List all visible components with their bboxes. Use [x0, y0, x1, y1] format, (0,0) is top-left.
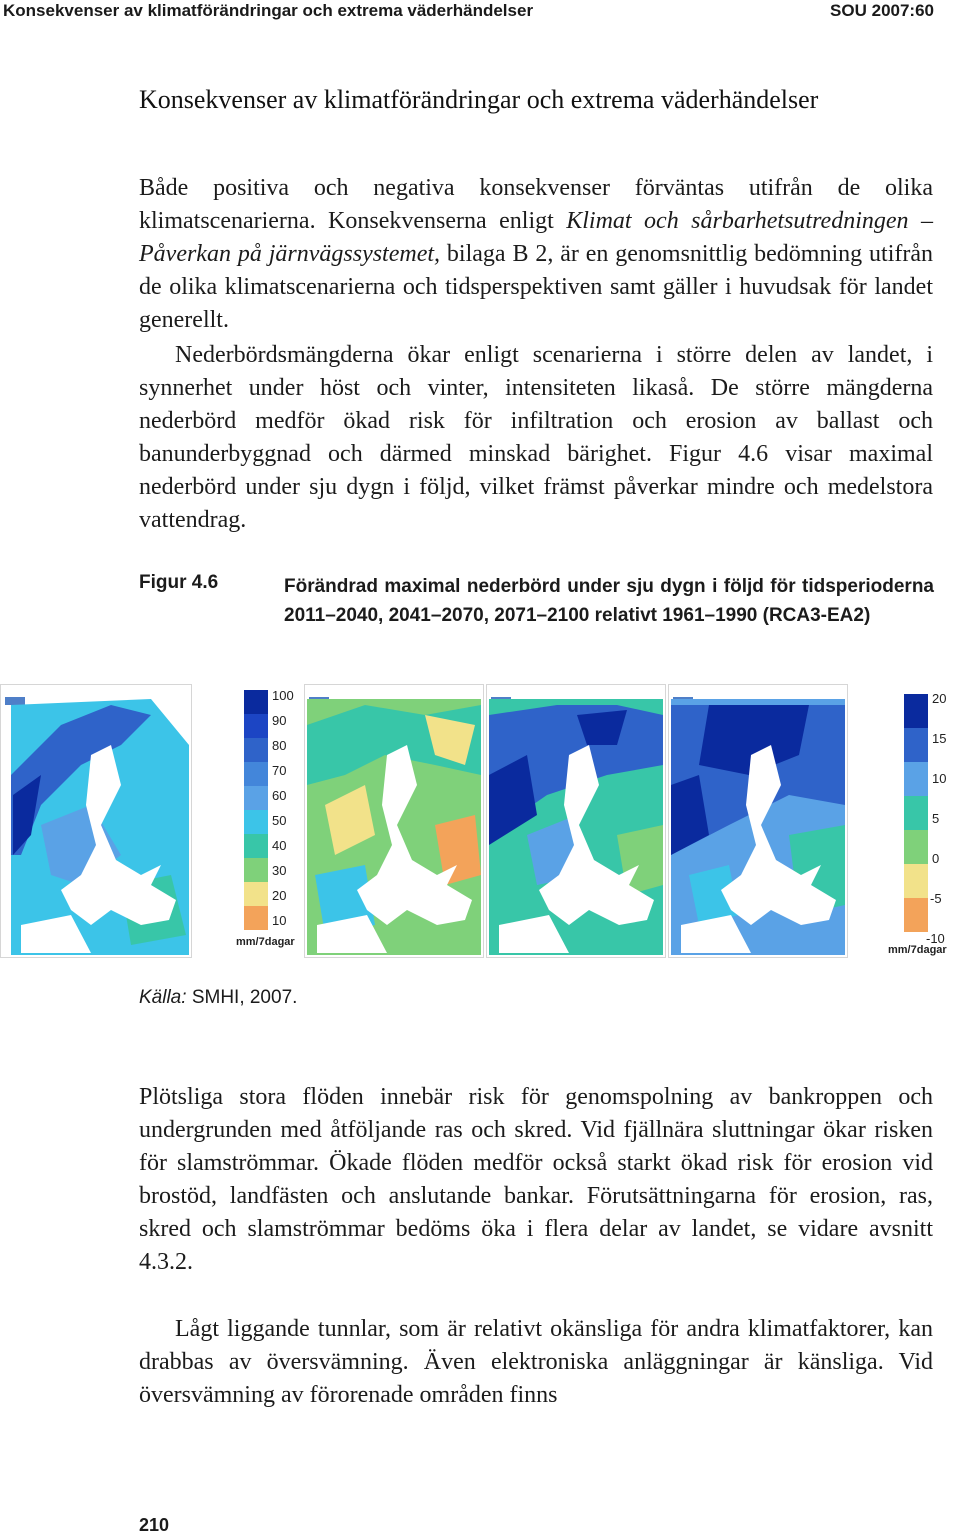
map-2041-2070 — [487, 685, 665, 957]
colorbar-unit: mm/7dagar — [888, 944, 947, 956]
colorbar-change — [904, 694, 928, 932]
source-value: SMHI, 2007. — [191, 987, 298, 1008]
colorbar-tick: 0 — [932, 851, 940, 866]
colorbar-tick: 50 — [272, 813, 287, 828]
map-panel-2041-2070 — [486, 684, 666, 958]
map-panel-2011-2040 — [304, 684, 484, 958]
colorbar-segment — [244, 786, 268, 810]
colorbar-segment — [904, 728, 928, 762]
colorbar-tick: 20 — [932, 691, 947, 706]
colorbar-tick: 5 — [932, 811, 940, 826]
colorbar-tick: 20 — [272, 888, 287, 903]
colorbar-segment — [244, 834, 268, 858]
paragraph-2 — [139, 339, 933, 537]
paragraph-1-report-title: Klimat och sårbarhetsutredningen – Påverkan på järnvägssystemet, — [139, 208, 933, 267]
colorbar-tick: -10 — [926, 931, 945, 946]
colorbar-tick: 10 — [272, 913, 287, 928]
paragraph-3: Plötsliga stora flöden innebär risk för genomspolning av bankroppen och undergrunden med åtföljande ras och skred. Vid fjällnära sluttningar ökar risken för slamströmmar. Ökade flöden medför också starkt ökad risk för erosion vid brostöd, landfästen och anslutande bankar. Förutsättningarna för erosion, ras, skred och slamströmmar bedöms öka i flera delar av landet, se vidare avsnitt 4.3.2. — [139, 1084, 933, 1275]
colorbar-segment — [244, 858, 268, 882]
colorbar-segment — [904, 762, 928, 796]
figure-label: Figur 4.6 — [139, 572, 219, 593]
map-baseline — [1, 685, 191, 957]
colorbar-tick: 15 — [932, 731, 947, 746]
running-header — [0, 0, 960, 26]
colorbar-tick: 30 — [272, 863, 287, 878]
page-number: 210 — [139, 1515, 170, 1535]
paragraph-4 — [139, 1313, 933, 1412]
section-title: Konsekvenser av klimatförändringar och extrema väderhändelser — [139, 85, 819, 114]
colorbar-tick: 10 — [932, 771, 947, 786]
colorbar-segment — [244, 762, 268, 786]
figure-source — [139, 987, 297, 1009]
paragraph-1-text-b: bilaga B 2, är en genomsnittlig bedömning utifrån de olika klimatscenarierna och tidsperspektiven samt gäller i huvudsak för landet generellt. — [139, 241, 933, 333]
colorbar-segment — [244, 738, 268, 762]
colorbar-segment — [244, 714, 268, 738]
colorbar-absolute — [244, 690, 268, 930]
map-panel-baseline — [0, 684, 192, 958]
figure-caption: Förändrad maximal nederbörd under sju dygn i följd för tidsperioderna 2011–2040, 2041–2070, 2071–2100 relativt 1961–1990 (RCA3-EA2) — [284, 576, 934, 626]
colorbar-tick: 60 — [272, 788, 287, 803]
running-header-report-number: SOU 2007:60 — [830, 1, 934, 20]
paragraph-1 — [139, 172, 933, 337]
colorbar-tick: -5 — [930, 891, 942, 906]
colorbar-segment — [244, 906, 268, 930]
map-2071-2100 — [669, 685, 847, 957]
running-header-title: Konsekvenser av klimatförändringar och extrema väderhändelser — [3, 1, 534, 20]
colorbar-segment — [244, 882, 268, 906]
paragraph-2-text: Nederbördsmängderna ökar enligt scenarierna i större delen av landet, i synnerhet under höst och vinter, intensiteten likaså. De större mängderna nederbörd medför ökad risk för infiltration och erosion av ballast och banunderbyggnad och därmed minskad bärighet. Figur 4.6 visar maximal nederbörd under sju dygn i följd, vilket främst påverkar mindre och medelstora vattendrag. — [139, 342, 933, 533]
colorbar-segment — [244, 810, 268, 834]
map-panel-2071-2100 — [668, 684, 848, 958]
colorbar-tick: 80 — [272, 738, 287, 753]
figure-precipitation-maps — [0, 676, 960, 966]
colorbar-tick: 70 — [272, 763, 287, 778]
map-2011-2040 — [305, 685, 483, 957]
colorbar-tick: 100 — [272, 688, 294, 703]
colorbar-unit: mm/7dagar — [236, 936, 295, 948]
colorbar-tick: 40 — [272, 838, 287, 853]
colorbar-tick: 90 — [272, 713, 287, 728]
paragraph-4-text: Lågt liggande tunnlar, som är relativt okänsliga för andra klimatfaktorer, kan drabbas av översvämning. Även elektroniska anläggningar är känsliga. Vid översvämning av förorenade områden finns — [139, 1316, 933, 1408]
colorbar-segment — [904, 830, 928, 864]
colorbar-segment — [244, 690, 268, 714]
colorbar-segment — [904, 898, 928, 932]
colorbar-segment — [904, 864, 928, 898]
colorbar-segment — [904, 694, 928, 728]
source-label: Källa: — [139, 987, 187, 1008]
colorbar-segment — [904, 796, 928, 830]
paragraph-1-text-a: Både positiva och negativa konsekvenser förväntas utifrån de olika klimatscenarierna. Konsekvenserna enligt — [139, 175, 933, 234]
